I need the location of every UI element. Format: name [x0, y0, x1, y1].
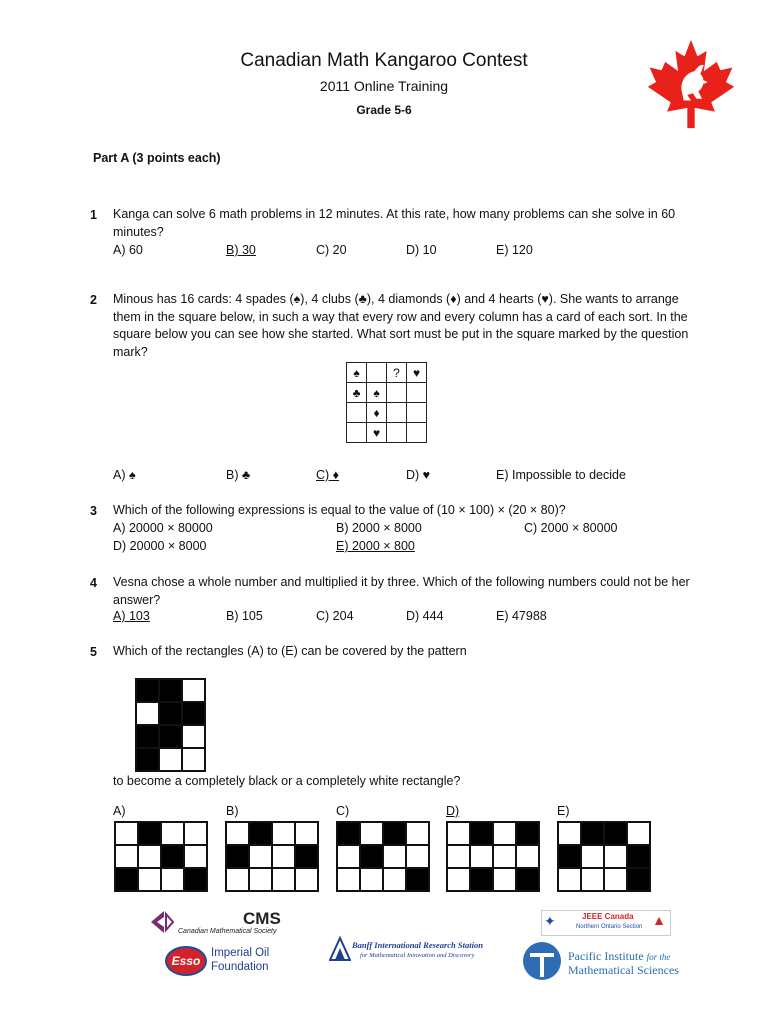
imperial-oil-line1: Imperial Oil [211, 947, 270, 959]
white-cell [295, 822, 318, 845]
white-cell [493, 822, 516, 845]
card-cell-question-mark: ? [387, 363, 407, 383]
cms-logo-icon [148, 908, 176, 936]
q1-option-a[interactable]: A) 60 [113, 243, 143, 257]
white-cell [581, 845, 604, 868]
esso-logo: Esso [165, 946, 207, 976]
jeee-star-icon: ✦ [544, 913, 556, 929]
contest-title: Canadian Math Kangaroo Contest [240, 50, 528, 71]
q2-option-c[interactable]: C) ♦ [316, 468, 340, 482]
black-cell [159, 702, 182, 725]
black-cell [516, 822, 539, 845]
black-cell [159, 679, 182, 702]
rectangle-b[interactable] [225, 821, 319, 892]
question-5-text-after: to become a completely black or a completely white rectangle? [113, 774, 461, 788]
black-cell [337, 822, 360, 845]
black-cell [138, 822, 161, 845]
black-cell [182, 702, 205, 725]
question-3-number: 3 [90, 504, 97, 518]
white-cell [493, 868, 516, 891]
card-cell: ♥ [367, 423, 387, 443]
black-cell [136, 725, 159, 748]
pims-logo-icon [522, 941, 562, 981]
imperial-oil-text [211, 946, 269, 974]
white-cell [161, 822, 184, 845]
card-cell [407, 383, 427, 403]
rect-label-b: B) [226, 804, 239, 818]
rect-label-c: C) [336, 804, 350, 818]
card-cell: ♣ [347, 383, 367, 403]
question-4-text: Vesna chose a whole number and multiplied it by three. Which of the following numbers could not be her answer? [113, 575, 690, 607]
black-cell [627, 868, 650, 891]
q3-option-e[interactable]: E) 2000 × 800 [336, 539, 415, 553]
card-cell: ♠ [347, 363, 367, 383]
white-cell [558, 822, 581, 845]
white-cell [115, 845, 138, 868]
black-cell [249, 822, 272, 845]
white-cell [182, 748, 205, 771]
white-cell [272, 845, 295, 868]
question-2-number: 2 [90, 293, 97, 307]
q3-option-a[interactable]: A) 20000 × 80000 [113, 521, 213, 535]
white-cell [182, 725, 205, 748]
white-cell [516, 845, 539, 868]
maple-leaf-kangaroo-logo [645, 38, 737, 130]
card-cell [387, 423, 407, 443]
black-cell [161, 845, 184, 868]
white-cell [159, 748, 182, 771]
white-cell [447, 868, 470, 891]
q4-option-e[interactable]: E) 47988 [496, 609, 547, 623]
white-cell [604, 845, 627, 868]
black-cell [627, 845, 650, 868]
jeee-subtitle: Northern Ontario Section [576, 924, 643, 930]
q4-option-a[interactable]: A) 103 [113, 609, 150, 623]
q2-option-d[interactable]: D) ♥ [406, 468, 431, 482]
card-cell [367, 363, 387, 383]
white-cell [604, 868, 627, 891]
rectangle-e[interactable] [557, 821, 651, 892]
q1-option-b[interactable]: B) 30 [226, 243, 256, 257]
black-cell [159, 725, 182, 748]
contest-subtitle: 2011 Online Training [319, 78, 449, 94]
white-cell [581, 868, 604, 891]
cms-logo-text: CMS [243, 909, 281, 928]
question-3-text: Which of the following expressions is equal to the value of (10 × 100) × (20 × 80)? [113, 503, 566, 517]
card-cell [347, 403, 367, 423]
jeee-title: JEEE Canada [582, 912, 634, 921]
q3-option-c[interactable]: C) 2000 × 80000 [524, 521, 618, 535]
black-cell [295, 845, 318, 868]
white-cell [138, 868, 161, 891]
white-cell [406, 822, 429, 845]
birs-title: Banff International Research Station [352, 940, 483, 950]
jeee-canada-logo [541, 910, 671, 936]
q1-option-e[interactable]: E) 120 [496, 243, 533, 257]
pims-text-line1 [568, 949, 670, 964]
black-cell [470, 868, 493, 891]
question-1-number: 1 [90, 208, 97, 222]
question-1-text: Kanga can solve 6 math problems in 12 minutes. At this rate, how many problems can she solve in 60 minutes? [113, 207, 676, 239]
black-cell [136, 748, 159, 771]
black-cell [406, 868, 429, 891]
white-cell [249, 868, 272, 891]
white-cell [627, 822, 650, 845]
rect-label-d: D) [446, 804, 460, 818]
white-cell [136, 702, 159, 725]
black-cell [470, 822, 493, 845]
pims-for-the: for the [646, 952, 671, 962]
part-a-heading: Part A (3 points each) [93, 151, 221, 165]
white-cell [337, 868, 360, 891]
card-cell [387, 383, 407, 403]
card-cell [347, 423, 367, 443]
black-cell [604, 822, 627, 845]
cms-logo-subtitle: Canadian Mathematical Society [178, 928, 277, 935]
birs-mountain-icon [329, 936, 351, 962]
black-cell [383, 822, 406, 845]
white-cell [337, 845, 360, 868]
card-cell [407, 403, 427, 423]
white-cell [383, 868, 406, 891]
q2-option-e[interactable]: E) Impossible to decide [496, 468, 626, 482]
grade-label: Grade 5-6 [356, 103, 412, 117]
rect-label-a: A) [113, 804, 126, 818]
white-cell [272, 822, 295, 845]
black-cell [558, 845, 581, 868]
black-cell [184, 868, 207, 891]
pims-line1: Pacific Institute [568, 949, 644, 963]
white-cell [184, 845, 207, 868]
black-cell [136, 679, 159, 702]
birs-subtitle: for Mathematical Innovation and Discovery [360, 952, 475, 959]
white-cell [493, 845, 516, 868]
white-cell [226, 868, 249, 891]
rectangle-a[interactable] [114, 821, 208, 892]
q1-option-c[interactable]: C) 20 [316, 243, 347, 257]
q3-option-d[interactable]: D) 20000 × 8000 [113, 539, 207, 553]
question-5-number: 5 [90, 645, 97, 659]
white-cell [360, 822, 383, 845]
white-cell [406, 845, 429, 868]
q1-option-d[interactable]: D) 10 [406, 243, 437, 257]
rectangle-d[interactable] [446, 821, 540, 892]
white-cell [360, 868, 383, 891]
q2-option-b[interactable]: B) ♣ [226, 468, 251, 482]
question-5-text: Which of the rectangles (A) to (E) can be covered by the pattern [113, 644, 467, 658]
black-cell [360, 845, 383, 868]
card-cell [407, 423, 427, 443]
white-cell [115, 822, 138, 845]
card-cell: ♥ [407, 363, 427, 383]
card-cell [387, 403, 407, 423]
q2-option-a[interactable]: A) ♠ [113, 468, 136, 482]
card-cell: ♦ [367, 403, 387, 423]
q4-option-c[interactable]: C) 204 [316, 609, 354, 623]
card-grid [346, 362, 427, 443]
white-cell [184, 822, 207, 845]
white-cell [249, 845, 272, 868]
cover-pattern [135, 678, 206, 772]
pims-line2: Mathematical Sciences [568, 963, 679, 977]
q4-option-d[interactable]: D) 444 [406, 609, 444, 623]
white-cell [383, 845, 406, 868]
white-cell [470, 845, 493, 868]
black-cell [115, 868, 138, 891]
q4-option-b[interactable]: B) 105 [226, 609, 263, 623]
card-cell: ♠ [367, 383, 387, 403]
q3-option-b[interactable]: B) 2000 × 8000 [336, 521, 422, 535]
question-2-text: Minous has 16 cards: 4 spades (♠), 4 clubs (♣), 4 diamonds (♦) and 4 hearts (♥). She wants to arrange them in the square below, in such a way that every row and every column has a card of each sort. In the square below you can see how she started. What sort must be put in the square marked by the question mark? [113, 292, 689, 359]
white-cell [182, 679, 205, 702]
white-cell [447, 822, 470, 845]
question-4-number: 4 [90, 576, 97, 590]
white-cell [138, 845, 161, 868]
jeee-maple-icon: ▲ [652, 912, 666, 928]
white-cell [447, 845, 470, 868]
white-cell [226, 822, 249, 845]
rectangle-c[interactable] [336, 821, 430, 892]
white-cell [558, 868, 581, 891]
rect-label-e: E) [557, 804, 570, 818]
imperial-oil-line2: Foundation [211, 961, 269, 973]
black-cell [516, 868, 539, 891]
white-cell [161, 868, 184, 891]
white-cell [272, 868, 295, 891]
white-cell [295, 868, 318, 891]
black-cell [581, 822, 604, 845]
black-cell [226, 845, 249, 868]
